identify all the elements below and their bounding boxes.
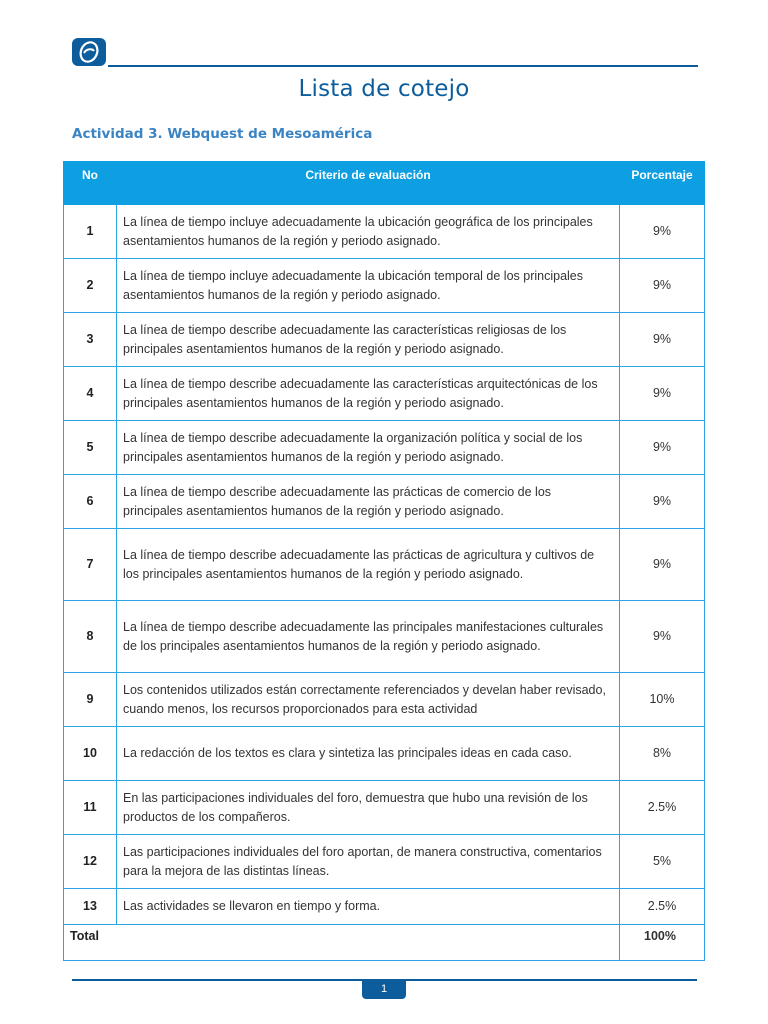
row-percentage: 10% [620, 673, 705, 727]
row-number: 2 [64, 259, 117, 313]
total-label: Total [64, 925, 620, 961]
table-row [64, 727, 705, 781]
row-percentage: 9% [620, 475, 705, 529]
row-criterion: La línea de tiempo describe adecuadamente la organización política y social de los principales asentamientos humanos de la región y periodo asignado. [117, 421, 620, 475]
row-criterion: Las participaciones individuales del foro aportan, de manera constructiva, comentarios para la mejora de las distintas líneas. [117, 835, 620, 889]
row-number: 9 [64, 673, 117, 727]
table-row [64, 529, 705, 601]
row-percentage: 9% [620, 259, 705, 313]
row-number: 6 [64, 475, 117, 529]
total-row [64, 925, 705, 961]
row-number: 12 [64, 835, 117, 889]
header-no: No [64, 162, 117, 205]
table-row [64, 889, 705, 925]
row-number: 13 [64, 889, 117, 925]
row-percentage: 9% [620, 205, 705, 259]
row-criterion: Los contenidos utilizados están correctamente referenciados y develan haber revisado, cuando menos, los recursos proporcionados para esta actividad [117, 673, 620, 727]
row-criterion: La línea de tiempo describe adecuadamente las principales manifestaciones culturales de los principales asentamientos humanos de la región y periodo asignado. [117, 601, 620, 673]
row-criterion: La línea de tiempo describe adecuadamente las prácticas de agricultura y cultivos de los principales asentamientos humanos de la región y periodo asignado. [117, 529, 620, 601]
row-number: 5 [64, 421, 117, 475]
table-row [64, 835, 705, 889]
header-criterio: Criterio de evaluación [117, 162, 620, 205]
table-row [64, 421, 705, 475]
header-rule [108, 65, 698, 67]
row-percentage: 9% [620, 529, 705, 601]
table-row [64, 205, 705, 259]
page-number: 1 [362, 979, 406, 999]
row-number: 8 [64, 601, 117, 673]
row-number: 10 [64, 727, 117, 781]
row-percentage: 9% [620, 367, 705, 421]
table-row [64, 259, 705, 313]
table-row [64, 673, 705, 727]
row-criterion: La línea de tiempo describe adecuadamente las características religiosas de los principales asentamientos humanos de la región y periodo asignado. [117, 313, 620, 367]
row-percentage: 9% [620, 421, 705, 475]
row-number: 3 [64, 313, 117, 367]
row-percentage: 9% [620, 601, 705, 673]
row-percentage: 9% [620, 313, 705, 367]
table-header-row [64, 162, 705, 205]
table-row [64, 367, 705, 421]
row-number: 7 [64, 529, 117, 601]
row-percentage: 2.5% [620, 889, 705, 925]
page-title: Lista de cotejo [298, 76, 470, 102]
table-row [64, 781, 705, 835]
row-percentage: 2.5% [620, 781, 705, 835]
row-criterion: En las participaciones individuales del foro, demuestra que hubo una revisión de los productos de los compañeros. [117, 781, 620, 835]
row-percentage: 5% [620, 835, 705, 889]
row-criterion: La línea de tiempo incluye adecuadamente la ubicación temporal de los principales asentamientos humanos de la región y periodo asignado. [117, 259, 620, 313]
row-number: 1 [64, 205, 117, 259]
row-number: 11 [64, 781, 117, 835]
row-criterion: La redacción de los textos es clara y sintetiza las principales ideas en cada caso. [117, 727, 620, 781]
header-porcentaje: Porcentaje [620, 162, 705, 205]
row-criterion: La línea de tiempo describe adecuadamente las características arquitectónicas de los principales asentamientos humanos de la región y periodo asignado. [117, 367, 620, 421]
total-percentage: 100% [620, 925, 705, 961]
row-criterion: Las actividades se llevaron en tiempo y forma. [117, 889, 620, 925]
table-row [64, 313, 705, 367]
row-criterion: La línea de tiempo incluye adecuadamente la ubicación geográfica de los principales asentamientos humanos de la región y periodo asignado. [117, 205, 620, 259]
activity-subtitle: Actividad 3. Webquest de Mesoamérica [72, 126, 373, 142]
row-criterion: La línea de tiempo describe adecuadamente las prácticas de comercio de los principales asentamientos humanos de la región y periodo asignado. [117, 475, 620, 529]
row-percentage: 8% [620, 727, 705, 781]
brand-logo-icon [72, 38, 106, 66]
checklist-table [63, 161, 705, 961]
table-row [64, 601, 705, 673]
table-row [64, 475, 705, 529]
row-number: 4 [64, 367, 117, 421]
